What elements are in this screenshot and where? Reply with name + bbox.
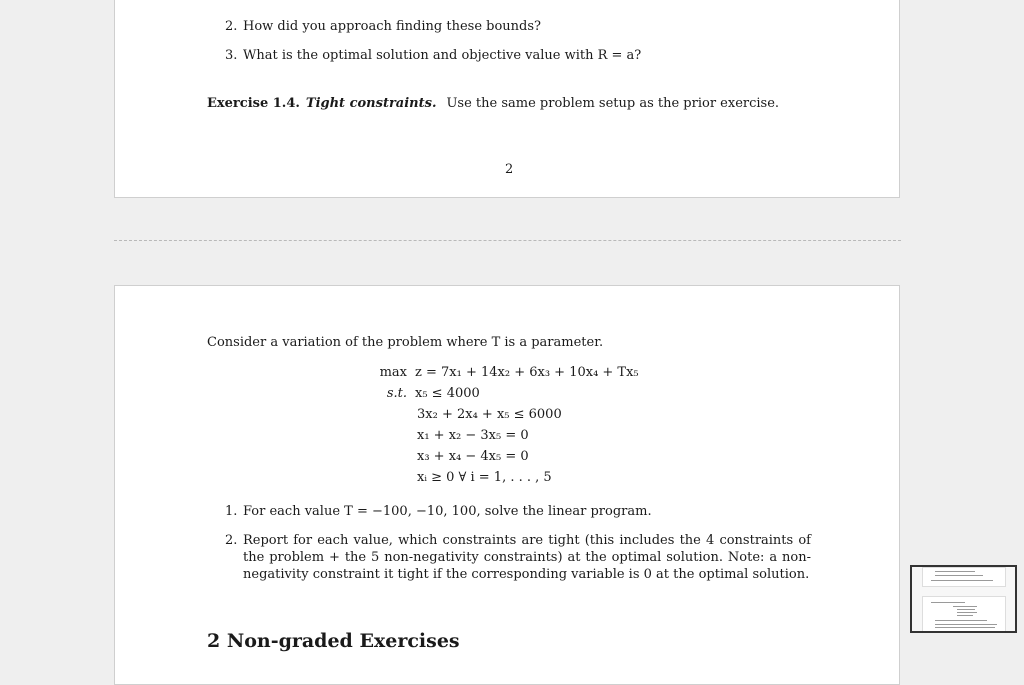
question-item <box>225 47 825 65</box>
exercise-number: Exercise 1.4. <box>207 96 300 111</box>
exercise-body: Use the same problem setup as the prior exercise. <box>446 96 780 111</box>
section-heading: 2 Non-graded Exercises <box>207 630 460 652</box>
lp-constraint: x₅ ≤ 4000 <box>415 386 480 401</box>
lp-constraint-row <box>371 385 480 403</box>
lp-objective: z = 7x₁ + 14x₂ + 6x₃ + 10x₄ + Tx₅ <box>415 365 639 380</box>
page-thumbnail-navigator[interactable] <box>910 565 1017 633</box>
lp-constraint: x₁ + x₂ − 3x₅ = 0 <box>417 428 529 443</box>
page-break-divider <box>114 240 901 241</box>
lp-st-label: s.t. <box>386 386 407 401</box>
lp-max-label: max <box>379 365 407 380</box>
thumbnail-page <box>922 596 1006 633</box>
question-number: 3. <box>225 48 238 63</box>
lp-objective-row <box>371 364 639 382</box>
lp-constraint: 3x₂ + 2x₄ + x₅ ≤ 6000 <box>417 407 562 422</box>
page-number: 2 <box>505 162 514 177</box>
task-item <box>225 532 825 588</box>
lp-constraint: xᵢ ≥ 0 ∀ i = 1, . . . , 5 <box>417 470 552 485</box>
lp-constraint: x₃ + x₄ − 4x₅ = 0 <box>417 449 529 464</box>
exercise-heading <box>207 95 779 113</box>
document-page-lower <box>114 285 900 685</box>
intro-paragraph: Consider a variation of the problem where T is a parameter. <box>207 335 604 350</box>
question-text: What is the optimal solution and objective value with R = a? <box>243 48 642 63</box>
thumbnail-page <box>922 567 1006 587</box>
task-number: 2. <box>225 533 238 548</box>
exercise-title: Tight constraints. <box>305 96 437 111</box>
task-text: Report for each value, which constraints are tight (this includes the 4 constraints of the problem + the 5 non-negativity constraints) at the optimal solution. Note: a non-negativity constraint it tight if the corresponding variable is 0 at the optimal solution. <box>243 533 811 582</box>
task-item <box>225 503 825 521</box>
task-text: For each value T = −100, −10, 100, solve the linear program. <box>243 504 652 519</box>
question-item <box>225 18 825 36</box>
question-text: How did you approach finding these bounds? <box>243 19 541 34</box>
task-number: 1. <box>225 504 238 519</box>
document-page-upper <box>114 0 900 198</box>
question-number: 2. <box>225 19 238 34</box>
